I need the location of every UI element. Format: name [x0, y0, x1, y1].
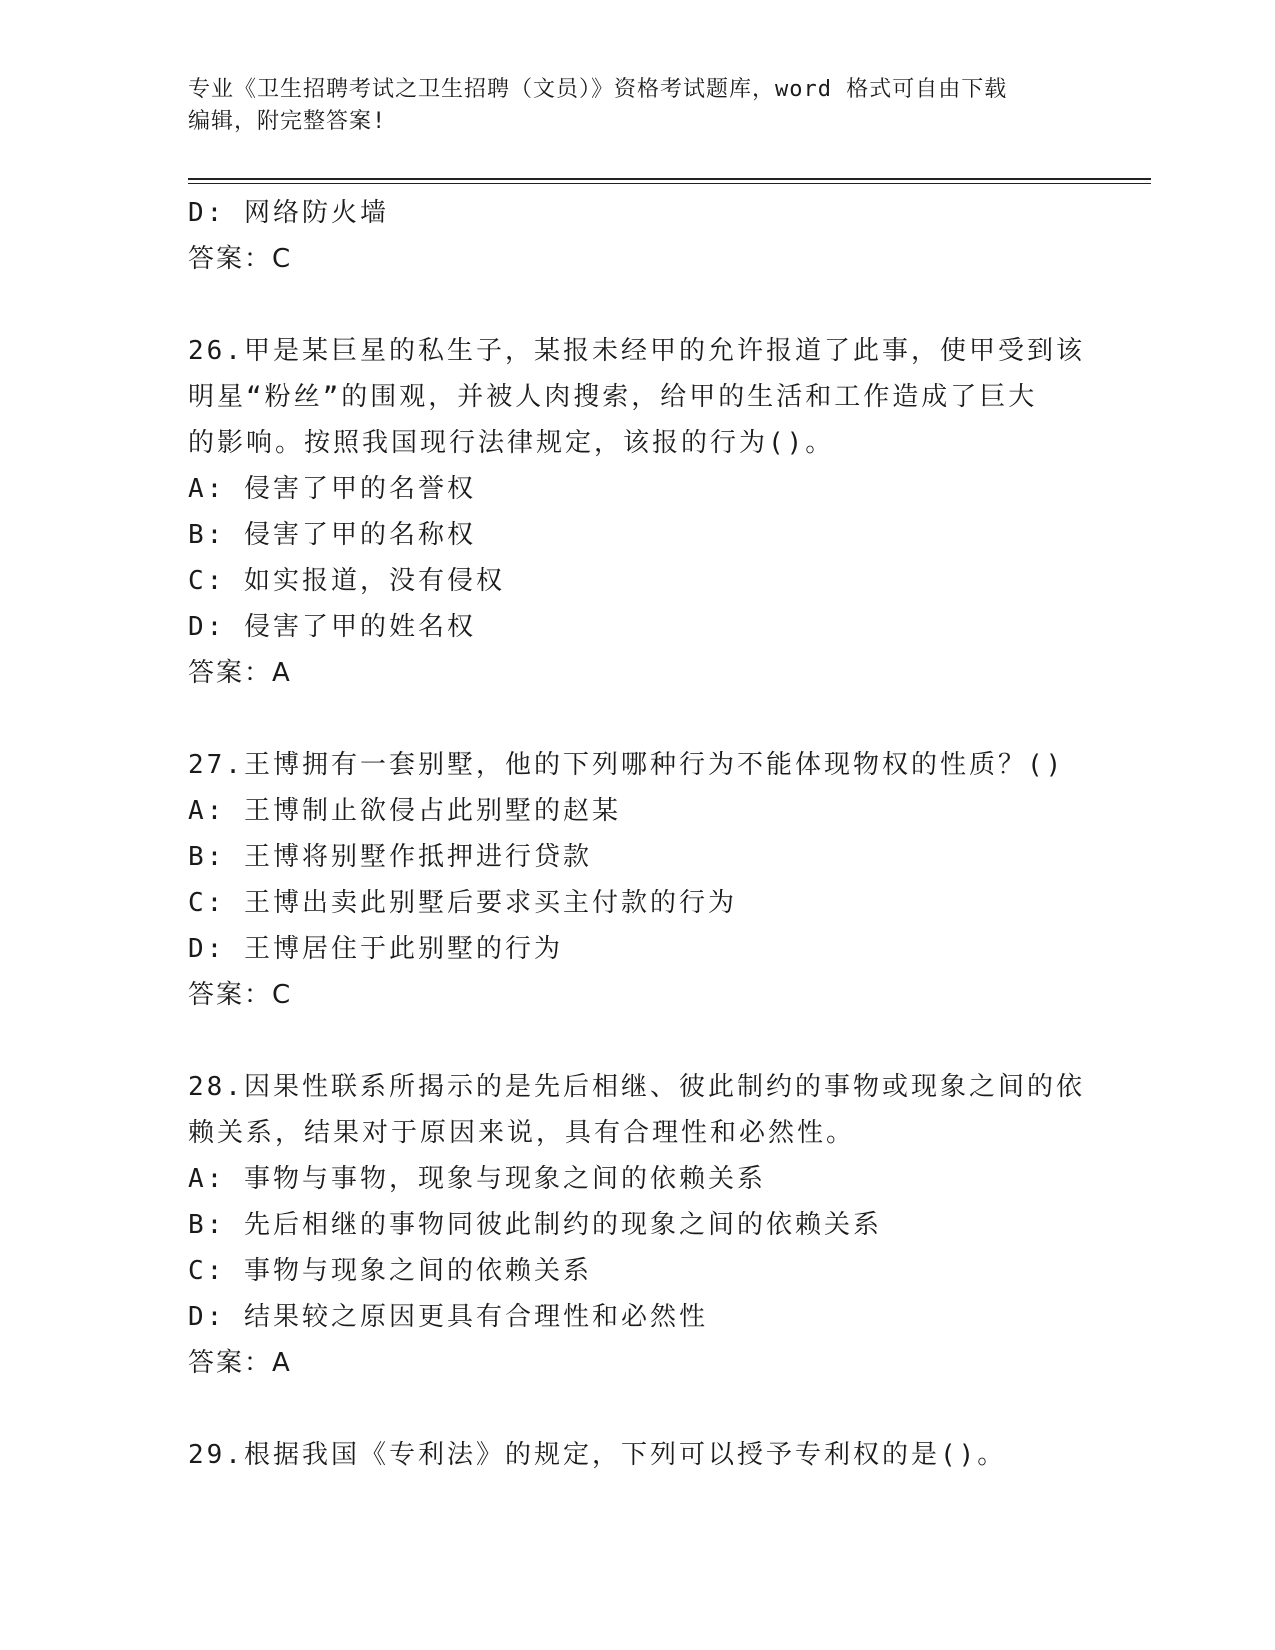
header-divider-thick: [188, 178, 1151, 180]
option-d: D: 王博居住于此别墅的行为: [188, 934, 563, 964]
answer: 答案：A: [188, 658, 292, 688]
question-stem-line: 赖关系，结果对于原因来说，具有合理性和必然性。: [188, 1118, 856, 1148]
question-26: [188, 328, 1088, 696]
question-25-tail: [188, 190, 1088, 282]
question-stem-line: 29.根据我国《专利法》的规定，下列可以授予专利权的是()。: [188, 1440, 1007, 1470]
question-29: [188, 1432, 1088, 1478]
option-d: D: 网络防火墙: [188, 198, 389, 228]
header-line-1: 专业《卫生招聘考试之卫生招聘（文员）》资格考试题库，word 格式可自由下载: [188, 77, 1008, 102]
header-line-2: 编辑，附完整答案!: [188, 109, 387, 134]
answer: 答案：C: [188, 244, 293, 274]
option-a: A: 事物与事物，现象与现象之间的依赖关系: [188, 1164, 766, 1194]
question-stem-line: 26.甲是某巨星的私生子，某报未经甲的允许报道了此事，使甲受到该: [188, 336, 1085, 366]
option-c: C: 事物与现象之间的依赖关系: [188, 1256, 592, 1286]
option-a: A: 侵害了甲的名誉权: [188, 474, 476, 504]
option-d: D: 结果较之原因更具有合理性和必然性: [188, 1302, 708, 1332]
question-stem-line: 28.因果性联系所揭示的是先后相继、彼此制约的事物或现象之间的依: [188, 1072, 1085, 1102]
answer: 答案：A: [188, 1348, 292, 1378]
question-stem-line: 明星“粉丝”的围观，并被人肉搜索，给甲的生活和工作造成了巨大: [188, 382, 1038, 412]
header-divider-thin: [188, 183, 1151, 184]
question-28: [188, 1064, 1088, 1386]
option-c: C: 如实报道，没有侵权: [188, 566, 505, 596]
answer: 答案：C: [188, 980, 293, 1010]
question-stem-line: 27.王博拥有一套别墅，他的下列哪种行为不能体现物权的性质？(): [188, 750, 1065, 780]
option-b: B: 侵害了甲的名称权: [188, 520, 476, 550]
question-27: [188, 742, 1088, 1018]
option-d: D: 侵害了甲的姓名权: [188, 612, 476, 642]
question-list: [188, 190, 1088, 1478]
question-stem-line: 的影响。按照我国现行法律规定，该报的行为()。: [188, 428, 835, 458]
option-a: A: 王博制止欲侵占此别墅的赵某: [188, 796, 621, 826]
option-b: B: 先后相继的事物同彼此制约的现象之间的依赖关系: [188, 1210, 882, 1240]
option-b: B: 王博将别墅作抵押进行贷款: [188, 842, 592, 872]
document-header: [188, 74, 1068, 138]
option-c: C: 王博出卖此别墅后要求买主付款的行为: [188, 888, 737, 918]
